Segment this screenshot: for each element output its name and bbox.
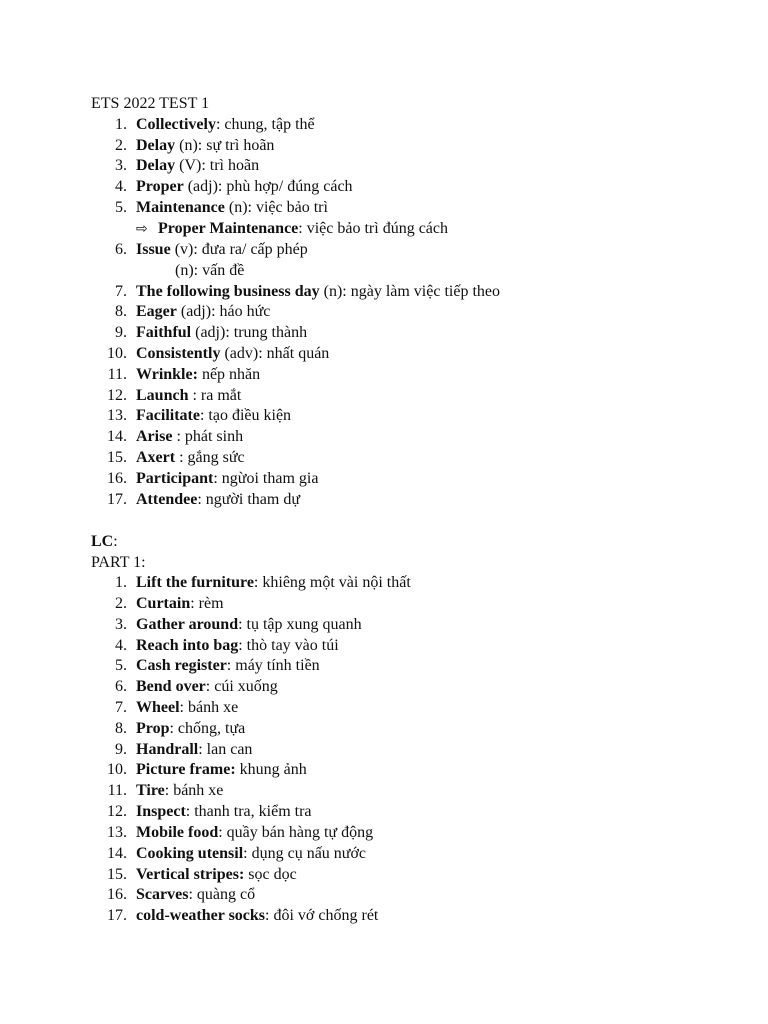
item-text: [136, 447, 245, 468]
item-number: 6.: [115, 678, 127, 695]
item-number: 4.: [115, 637, 127, 654]
item-term: Tire: [136, 782, 165, 799]
item-text: [136, 197, 328, 218]
right-arrow-icon: ⇨: [136, 221, 148, 237]
item-definition: : phát sinh: [172, 428, 244, 445]
item-number: 3.: [115, 157, 127, 174]
item-number: 2.: [115, 595, 127, 612]
item-number: 13.: [107, 407, 127, 424]
item-definition: (n): việc bảo trì: [224, 199, 328, 216]
item-definition: : tạo điều kiện: [199, 407, 292, 424]
item-text: [136, 239, 308, 260]
item-term: Participant: [136, 470, 214, 487]
sub-note-term: Proper Maintenance: [158, 220, 299, 237]
item-text: [136, 426, 243, 447]
item-term: Wheel: [136, 699, 180, 716]
item-term: Vertical stripes:: [136, 866, 245, 883]
item-definition: (n): ngày làm việc tiếp theo: [319, 283, 500, 300]
item-text: [136, 572, 411, 593]
item-number: 9.: [115, 741, 127, 758]
item-term: Gather around: [136, 616, 239, 633]
item-term: Prop: [136, 720, 170, 737]
item-number: 8.: [115, 720, 127, 737]
item-number: 1.: [115, 574, 127, 591]
item-term: Curtain: [136, 595, 191, 612]
item-text: [136, 697, 238, 718]
item-definition: : rèm: [190, 595, 224, 612]
item-term: Scarves: [136, 886, 189, 903]
item-text: [136, 301, 270, 322]
section-heading-text: [91, 531, 118, 552]
item-number: 17.: [107, 491, 127, 508]
item-number: 6.: [115, 241, 127, 258]
item-number: 11.: [107, 782, 127, 799]
item-text: [136, 884, 255, 905]
item-definition: (V): trì hoãn: [175, 157, 260, 174]
item-definition: : ra mắt: [188, 387, 242, 404]
item-number: 8.: [115, 303, 127, 320]
item-term: Issue: [136, 241, 171, 258]
item-term: Maintenance: [136, 199, 225, 216]
item-definition: nếp nhăn: [197, 366, 261, 383]
item-term: Facilitate: [136, 407, 200, 424]
item-text: [136, 822, 373, 843]
item-text: [136, 780, 223, 801]
item-definition: : ngừoi tham gia: [213, 470, 319, 487]
item-text: [136, 343, 329, 364]
item-term: Delay: [136, 157, 176, 174]
item-number: 7.: [115, 283, 127, 300]
part-heading-text: PART 1:: [91, 554, 146, 571]
item-term: Cooking utensil: [136, 845, 244, 862]
item-term: Attendee: [136, 491, 198, 508]
item-number: 12.: [107, 387, 127, 404]
item-definition: : cúi xuống: [205, 678, 278, 695]
item-text: [136, 176, 353, 197]
item-term: Consistently: [136, 345, 221, 362]
sub-note-text: [136, 218, 448, 240]
item-definition: : quàng cổ: [188, 886, 256, 903]
item-term: Arise: [136, 428, 173, 445]
item-number: 16.: [107, 886, 127, 903]
item-term: The following business day: [136, 283, 320, 300]
item-definition: : thò tay vào túi: [238, 637, 339, 654]
item-text: [136, 718, 245, 739]
item-term: cold-weather socks: [136, 907, 266, 924]
item-term: Wrinkle:: [136, 366, 198, 383]
item-definition: khung ảnh: [235, 761, 307, 778]
item-text: [136, 614, 362, 635]
item-number: 10.: [107, 761, 127, 778]
item-text: [136, 801, 312, 822]
item-definition: : bánh xe: [164, 782, 224, 799]
item-definition: : quầy bán hàng tự động: [218, 824, 374, 841]
item-definition: (adj): trung thành: [191, 324, 308, 341]
item-text: [136, 905, 378, 926]
item-term: Collectively: [136, 116, 216, 133]
item-number: 16.: [107, 470, 127, 487]
item-number: 17.: [107, 907, 127, 924]
item-term: Cash register: [136, 657, 227, 674]
item-definition: : lan can: [198, 741, 253, 758]
item-text: [136, 468, 318, 489]
item-definition: (n): sự trì hoãn: [175, 137, 275, 154]
issue-noun-definition: (n): vấn đề: [175, 262, 245, 279]
item-number: 14.: [107, 845, 127, 862]
item-number: 10.: [107, 345, 127, 362]
item-number: 1.: [115, 116, 127, 133]
item-definition: : đôi vớ chống rét: [265, 907, 379, 924]
item-definition: (v): đưa ra/ cấp phép: [170, 241, 308, 258]
item-number: 11.: [107, 366, 127, 383]
item-term: Faithful: [136, 324, 192, 341]
item-term: Inspect: [136, 803, 186, 820]
item-text: [136, 739, 252, 760]
item-term: Handrall: [136, 741, 199, 758]
item-definition: (adj): phù hợp/ đúng cách: [183, 178, 353, 195]
item-definition: : chống, tựa: [169, 720, 246, 737]
item-definition: : dụng cụ nấu nước: [243, 845, 367, 862]
item-text: [136, 281, 500, 302]
item-number: 2.: [115, 137, 127, 154]
item-text: [136, 405, 291, 426]
item-text: [136, 759, 307, 780]
item-text: [136, 676, 278, 697]
item-term: Proper: [136, 178, 184, 195]
item-text: [136, 843, 366, 864]
item-definition: (adv): nhất quán: [220, 345, 330, 362]
item-number: 7.: [115, 699, 127, 716]
item-definition: : chung, tập thể: [215, 116, 315, 133]
item-number: 4.: [115, 178, 127, 195]
item-definition: (adj): háo hức: [176, 303, 271, 320]
item-text: [136, 489, 300, 510]
item-text: [136, 322, 307, 343]
item-text: [136, 385, 241, 406]
item-term: Bend over: [136, 678, 206, 695]
item-text: [136, 655, 320, 676]
item-term: Delay: [136, 137, 176, 154]
item-number: 13.: [107, 824, 127, 841]
item-term: Lift the furniture: [136, 574, 254, 591]
item-number: 15.: [107, 866, 127, 883]
item-text: [136, 135, 274, 156]
item-text: [136, 864, 297, 885]
item-number: 14.: [107, 428, 127, 445]
item-term: Axert: [136, 449, 176, 466]
item-number: 15.: [107, 449, 127, 466]
item-number: 12.: [107, 803, 127, 820]
item-text: [136, 635, 339, 656]
item-term: Picture frame:: [136, 761, 236, 778]
item-definition: : bánh xe: [179, 699, 239, 716]
item-definition: : tụ tập xung quanh: [238, 616, 362, 633]
document-title: ETS 2022 TEST 1: [91, 95, 210, 112]
item-text: [136, 364, 260, 385]
item-text: [136, 593, 224, 614]
item-number: 5.: [115, 657, 127, 674]
item-number: 9.: [115, 324, 127, 341]
item-number: 3.: [115, 616, 127, 633]
item-text: [136, 114, 315, 135]
item-term: Reach into bag: [136, 637, 239, 654]
item-definition: : thanh tra, kiểm tra: [185, 803, 312, 820]
item-definition: : người tham dự: [197, 491, 300, 508]
item-term: Launch: [136, 387, 189, 404]
item-term: Eager: [136, 303, 177, 320]
sub-note-definition: : việc bảo trì đúng cách: [298, 220, 448, 237]
item-definition: sọc dọc: [244, 866, 297, 883]
section-heading-term: LC: [91, 533, 114, 550]
item-number: 5.: [115, 199, 127, 216]
item-term: Mobile food: [136, 824, 219, 841]
section-heading-colon: :: [113, 533, 118, 550]
item-text: [136, 155, 259, 176]
item-definition: : khiêng một vài nội thất: [253, 574, 411, 591]
item-definition: : gắng sức: [175, 449, 245, 466]
item-definition: : máy tính tiền: [226, 657, 320, 674]
